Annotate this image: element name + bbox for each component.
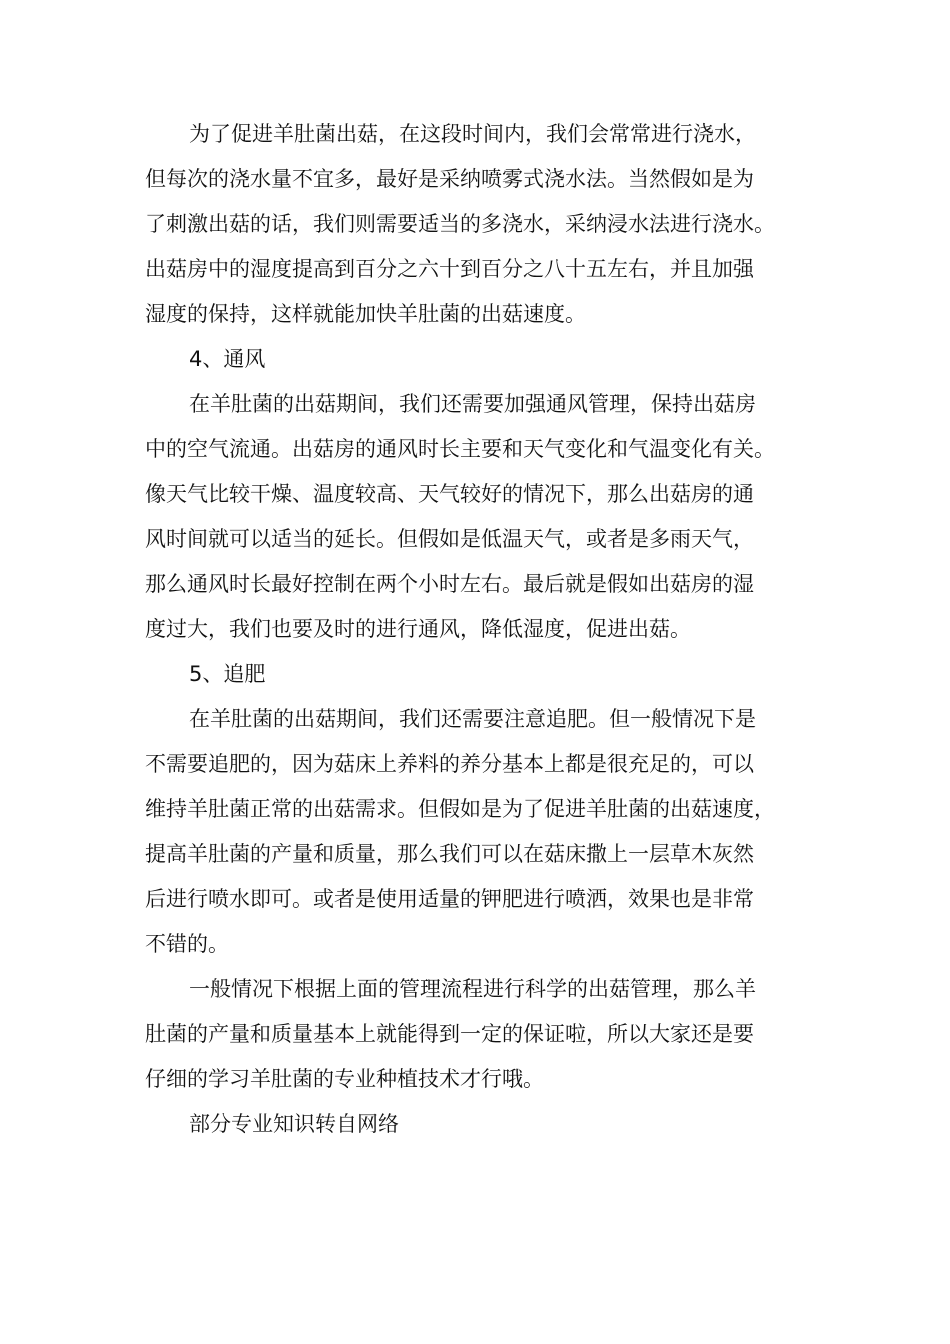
document-body [145, 112, 825, 1147]
text-line: 那么通风时长最好控制在两个小时左右。最后就是假如出菇房的湿 [145, 572, 754, 596]
text-line: 肚菌的产量和质量基本上就能得到一定的保证啦，所以大家还是要 [145, 1022, 754, 1046]
text-line: 为了促进羊肚菌出菇，在这段时间内，我们会常常进行浇水， [189, 122, 756, 146]
text-line: 不需要追肥的，因为菇床上养料的养分基本上都是很充足的，可以 [145, 752, 754, 776]
text-line: 仔细的学习羊肚菌的专业种植技术才行哦。 [145, 1067, 544, 1091]
paragraph-conclusion [145, 967, 825, 1102]
section-heading-ventilation: 4、通风 [189, 347, 266, 371]
text-line: 中的空气流通。出菇房的通风时长主要和天气变化和气温变化有关。 [145, 437, 775, 461]
text-line: 了刺激出菇的话，我们则需要适当的多浇水，采纳浸水法进行浇水。 [145, 212, 775, 236]
text-line: 一般情况下根据上面的管理流程进行科学的出菇管理，那么羊 [189, 977, 756, 1001]
text-line: 湿度的保持，这样就能加快羊肚菌的出菇速度。 [145, 302, 586, 326]
paragraph-watering [145, 112, 825, 337]
text-line: 不错的。 [145, 932, 229, 956]
text-line: 在羊肚菌的出菇期间，我们还需要注意追肥。但一般情况下是 [189, 707, 756, 731]
text-line: 像天气比较干燥、温度较高、天气较好的情况下，那么出菇房的通 [145, 482, 754, 506]
text-line: 度过大，我们也要及时的进行通风，降低湿度，促进出菇。 [145, 617, 691, 641]
source-note: 部分专业知识转自网络 [189, 1112, 399, 1136]
text-line: 出菇房中的湿度提高到百分之六十到百分之八十五左右，并且加强 [145, 257, 754, 281]
text-line: 在羊肚菌的出菇期间，我们还需要加强通风管理，保持出菇房 [189, 392, 756, 416]
paragraph-fertilizing [145, 697, 825, 967]
text-line: 维持羊肚菌正常的出菇需求。但假如是为了促进羊肚菌的出菇速度， [145, 797, 775, 821]
section-heading-fertilizing: 5、追肥 [189, 662, 266, 686]
text-line: 提高羊肚菌的产量和质量，那么我们可以在菇床撒上一层草木灰然 [145, 842, 754, 866]
text-line: 后进行喷水即可。或者是使用适量的钾肥进行喷洒，效果也是非常 [145, 887, 754, 911]
text-line: 风时间就可以适当的延长。但假如是低温天气，或者是多雨天气， [145, 527, 754, 551]
text-line: 但每次的浇水量不宜多，最好是采纳喷雾式浇水法。当然假如是为 [145, 167, 754, 191]
paragraph-ventilation [145, 382, 825, 652]
